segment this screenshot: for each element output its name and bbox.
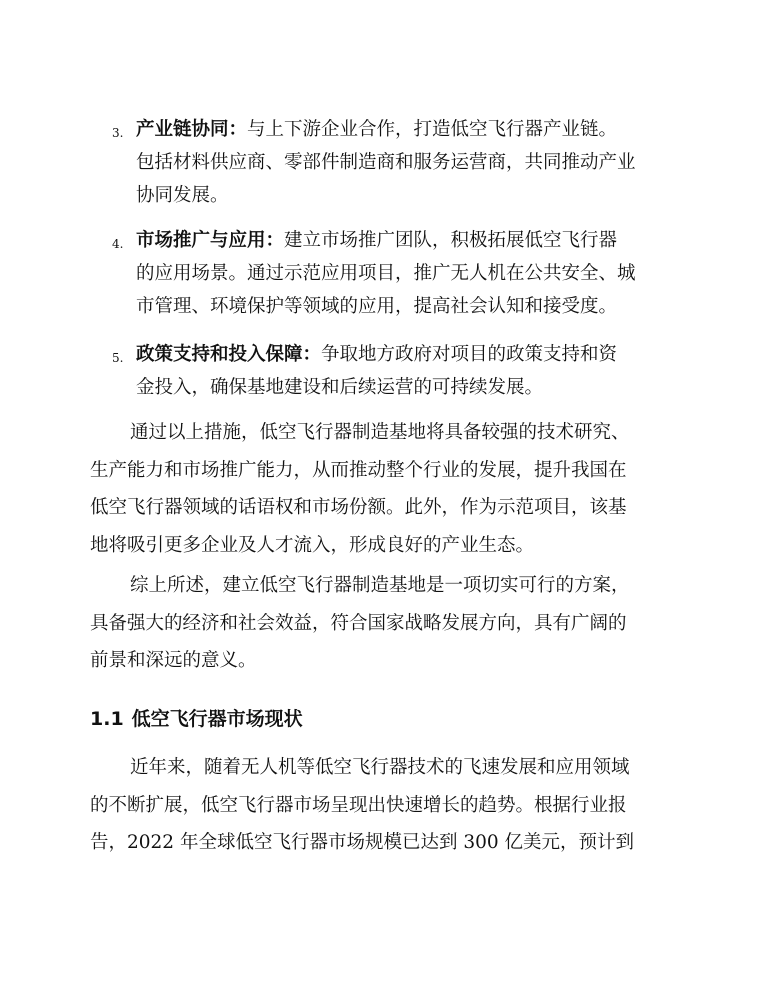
list-item-5: [112, 338, 692, 404]
list-number: 3.: [112, 126, 124, 140]
section-title: 低空飞行器市场现状: [131, 708, 303, 730]
list-line: 市管理、环境保护等领域的应用，提高社会认知和接受度。: [136, 296, 618, 317]
list-term: 产业链协同：: [136, 119, 248, 140]
paragraph-line: 告，2022 年全球低空飞行器市场规模已达到 300 亿美元，预计到: [90, 832, 635, 853]
list-line: 的应用场景。通过示范应用项目，推广无人机在公共安全、城: [136, 263, 636, 284]
list-line: [136, 224, 692, 257]
list-term: 政策支持和投入保障：: [136, 344, 322, 365]
list-line: 金投入，确保基地建设和后续运营的可持续发展。: [136, 377, 544, 398]
list-number: 4.: [112, 237, 124, 251]
section-number: 1.1: [90, 708, 124, 730]
paragraph-line: 具备强大的经济和社会效益，符合国家战略发展方向，具有广阔的: [90, 612, 627, 634]
paragraph-line: 低空飞行器领域的话语权和市场份额。此外，作为示范项目，该基: [90, 497, 627, 518]
list-text: 争取地方政府对项目的政策支持和资: [321, 344, 618, 365]
paragraph-line: 前景和深远的意义。: [90, 650, 257, 671]
paragraph-line: 近年来，随着无人机等低空飞行器技术的飞速发展和应用领域: [130, 757, 630, 778]
body-paragraph: [90, 414, 690, 564]
body-paragraph: [90, 567, 690, 680]
list-line: [136, 338, 692, 371]
paragraph-line: 综上所述，建立低空飞行器制造基地是一项切实可行的方案，: [130, 575, 630, 596]
paragraph-line: 通过以上措施，低空飞行器制造基地将具备较强的技术研究、: [130, 422, 630, 443]
list-number: 5.: [112, 351, 124, 365]
list-text: 与上下游企业合作，打造低空飞行器产业链。: [247, 119, 618, 140]
list-item-4: [112, 224, 692, 323]
paragraph-line: 的不断扩展，低空飞行器市场呈现出快速增长的趋势。根据行业报: [90, 794, 627, 816]
list-line: 包括材料供应商、零部件制造商和服务运营商，共同推动产业: [136, 152, 636, 173]
section-paragraph: [90, 749, 690, 862]
paragraph-line: 地将吸引更多企业及人才流入，形成良好的产业生态。: [90, 534, 535, 556]
list-text: 建立市场推广团队，积极拓展低空飞行器: [284, 230, 618, 251]
list-line: [136, 113, 692, 146]
list-term: 市场推广与应用：: [136, 230, 285, 251]
paragraph-line: 生产能力和市场推广能力，从而推动整个行业的发展，提升我国在: [90, 459, 627, 481]
list-line: 协同发展。: [136, 185, 229, 206]
section-heading: [90, 704, 303, 734]
list-item-3: [112, 113, 692, 212]
